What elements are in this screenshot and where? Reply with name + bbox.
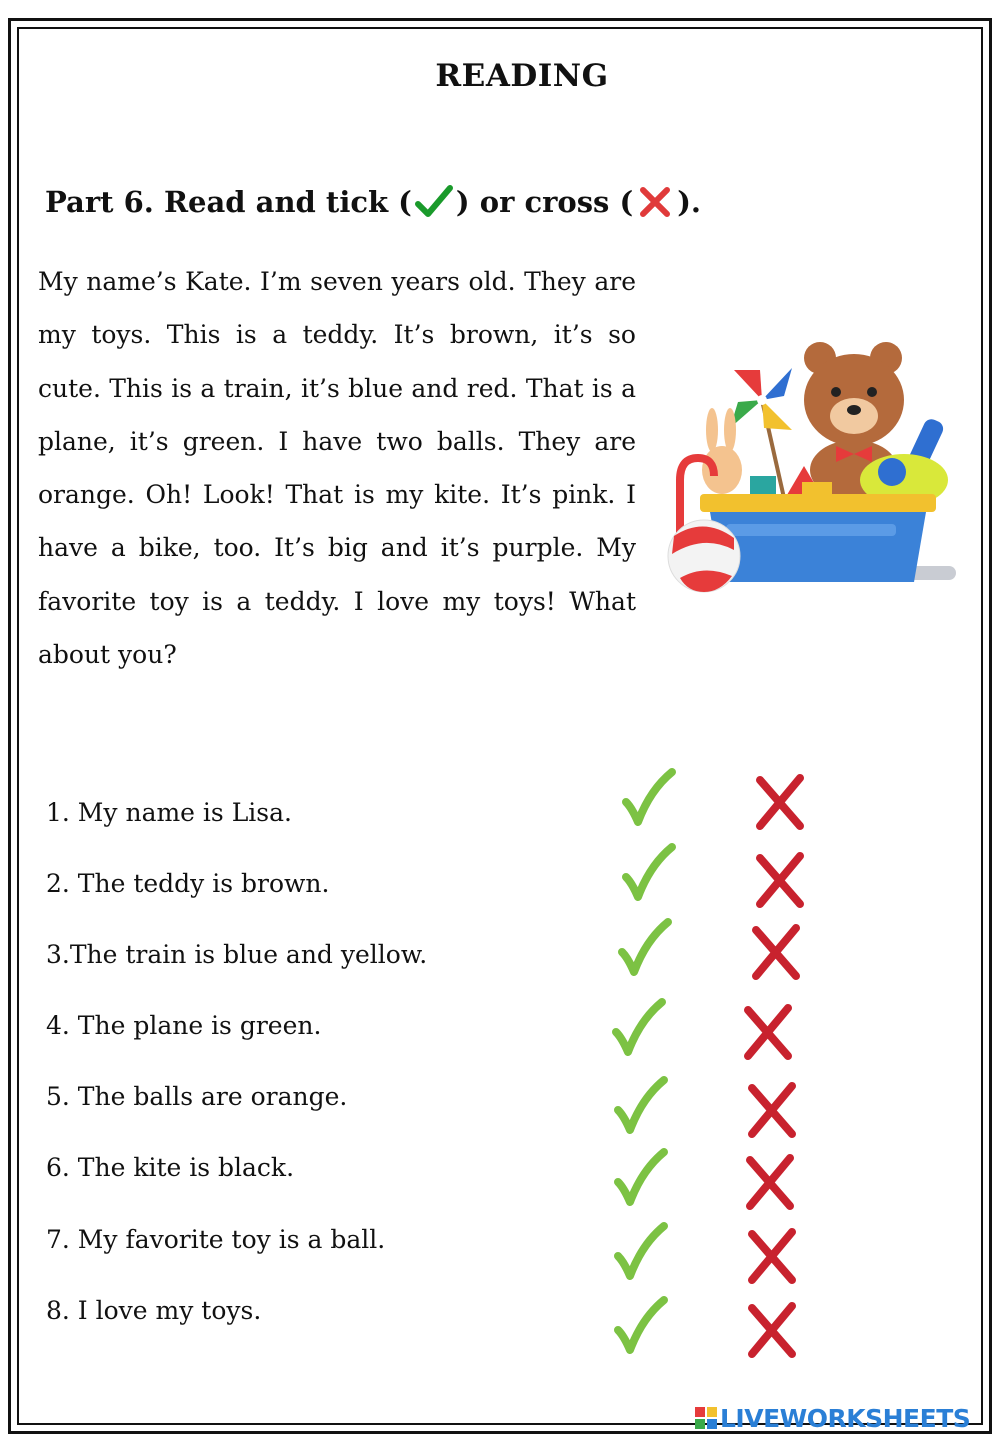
page-title: READING <box>435 58 609 94</box>
question-6: 6. The kite is black. <box>46 1153 295 1182</box>
question-2: 2. The teddy is brown. <box>46 869 330 898</box>
cross-option-7[interactable] <box>742 1226 802 1288</box>
instruction-line <box>45 182 701 222</box>
tick-option-1[interactable] <box>618 768 678 830</box>
cross-option-6[interactable] <box>740 1152 800 1214</box>
cross-option-3[interactable] <box>746 922 806 984</box>
question-5: 5. The balls are orange. <box>46 1082 348 1111</box>
reading-passage: My name’s Kate. I’m seven years old. They are my toys. This is a teddy. It’s brown, it’s so cute. This is a train, it’s blue and red. That is a plane, it’s green. I have two balls. They are orange. Oh! Look! That is my kite. It’s pink. I have a bike, too. It’s big and it’s purple. My favorite toy is a teddy. I love my toys! What about you? <box>38 267 636 670</box>
instruction-prefix: Part 6. Read and tick ( <box>45 185 412 219</box>
tick-option-2[interactable] <box>618 843 678 905</box>
question-4: 4. The plane is green. <box>46 1011 322 1040</box>
toy-box-illustration <box>664 330 964 610</box>
brand-name: LIVEWORKSHEETS <box>720 1403 971 1433</box>
tick-option-8[interactable] <box>610 1296 670 1358</box>
question-1: 1. My name is Lisa. <box>46 798 292 827</box>
tick-option-5[interactable] <box>610 1076 670 1138</box>
cross-option-2[interactable] <box>750 850 810 912</box>
cross-option-5[interactable] <box>742 1080 802 1142</box>
tick-option-4[interactable] <box>608 998 668 1060</box>
cross-icon <box>633 182 677 222</box>
instruction-suffix: ). <box>677 185 702 219</box>
tick-option-3[interactable] <box>614 918 674 980</box>
check-icon <box>412 182 456 222</box>
instruction-middle: ) or cross ( <box>455 185 634 219</box>
page-border-inner <box>17 27 983 1425</box>
liveworksheets-logo-icon <box>694 1406 718 1430</box>
question-3: 3.The train is blue and yellow. <box>46 940 428 969</box>
question-8: 8. I love my toys. <box>46 1296 262 1325</box>
liveworksheets-footer <box>694 1403 970 1433</box>
cross-option-4[interactable] <box>738 1002 798 1064</box>
page-border-outer <box>8 18 992 1434</box>
tick-option-6[interactable] <box>610 1148 670 1210</box>
tick-option-7[interactable] <box>610 1222 670 1284</box>
cross-option-8[interactable] <box>742 1300 802 1362</box>
question-7: 7. My favorite toy is a ball. <box>46 1225 386 1254</box>
cross-option-1[interactable] <box>750 772 810 834</box>
